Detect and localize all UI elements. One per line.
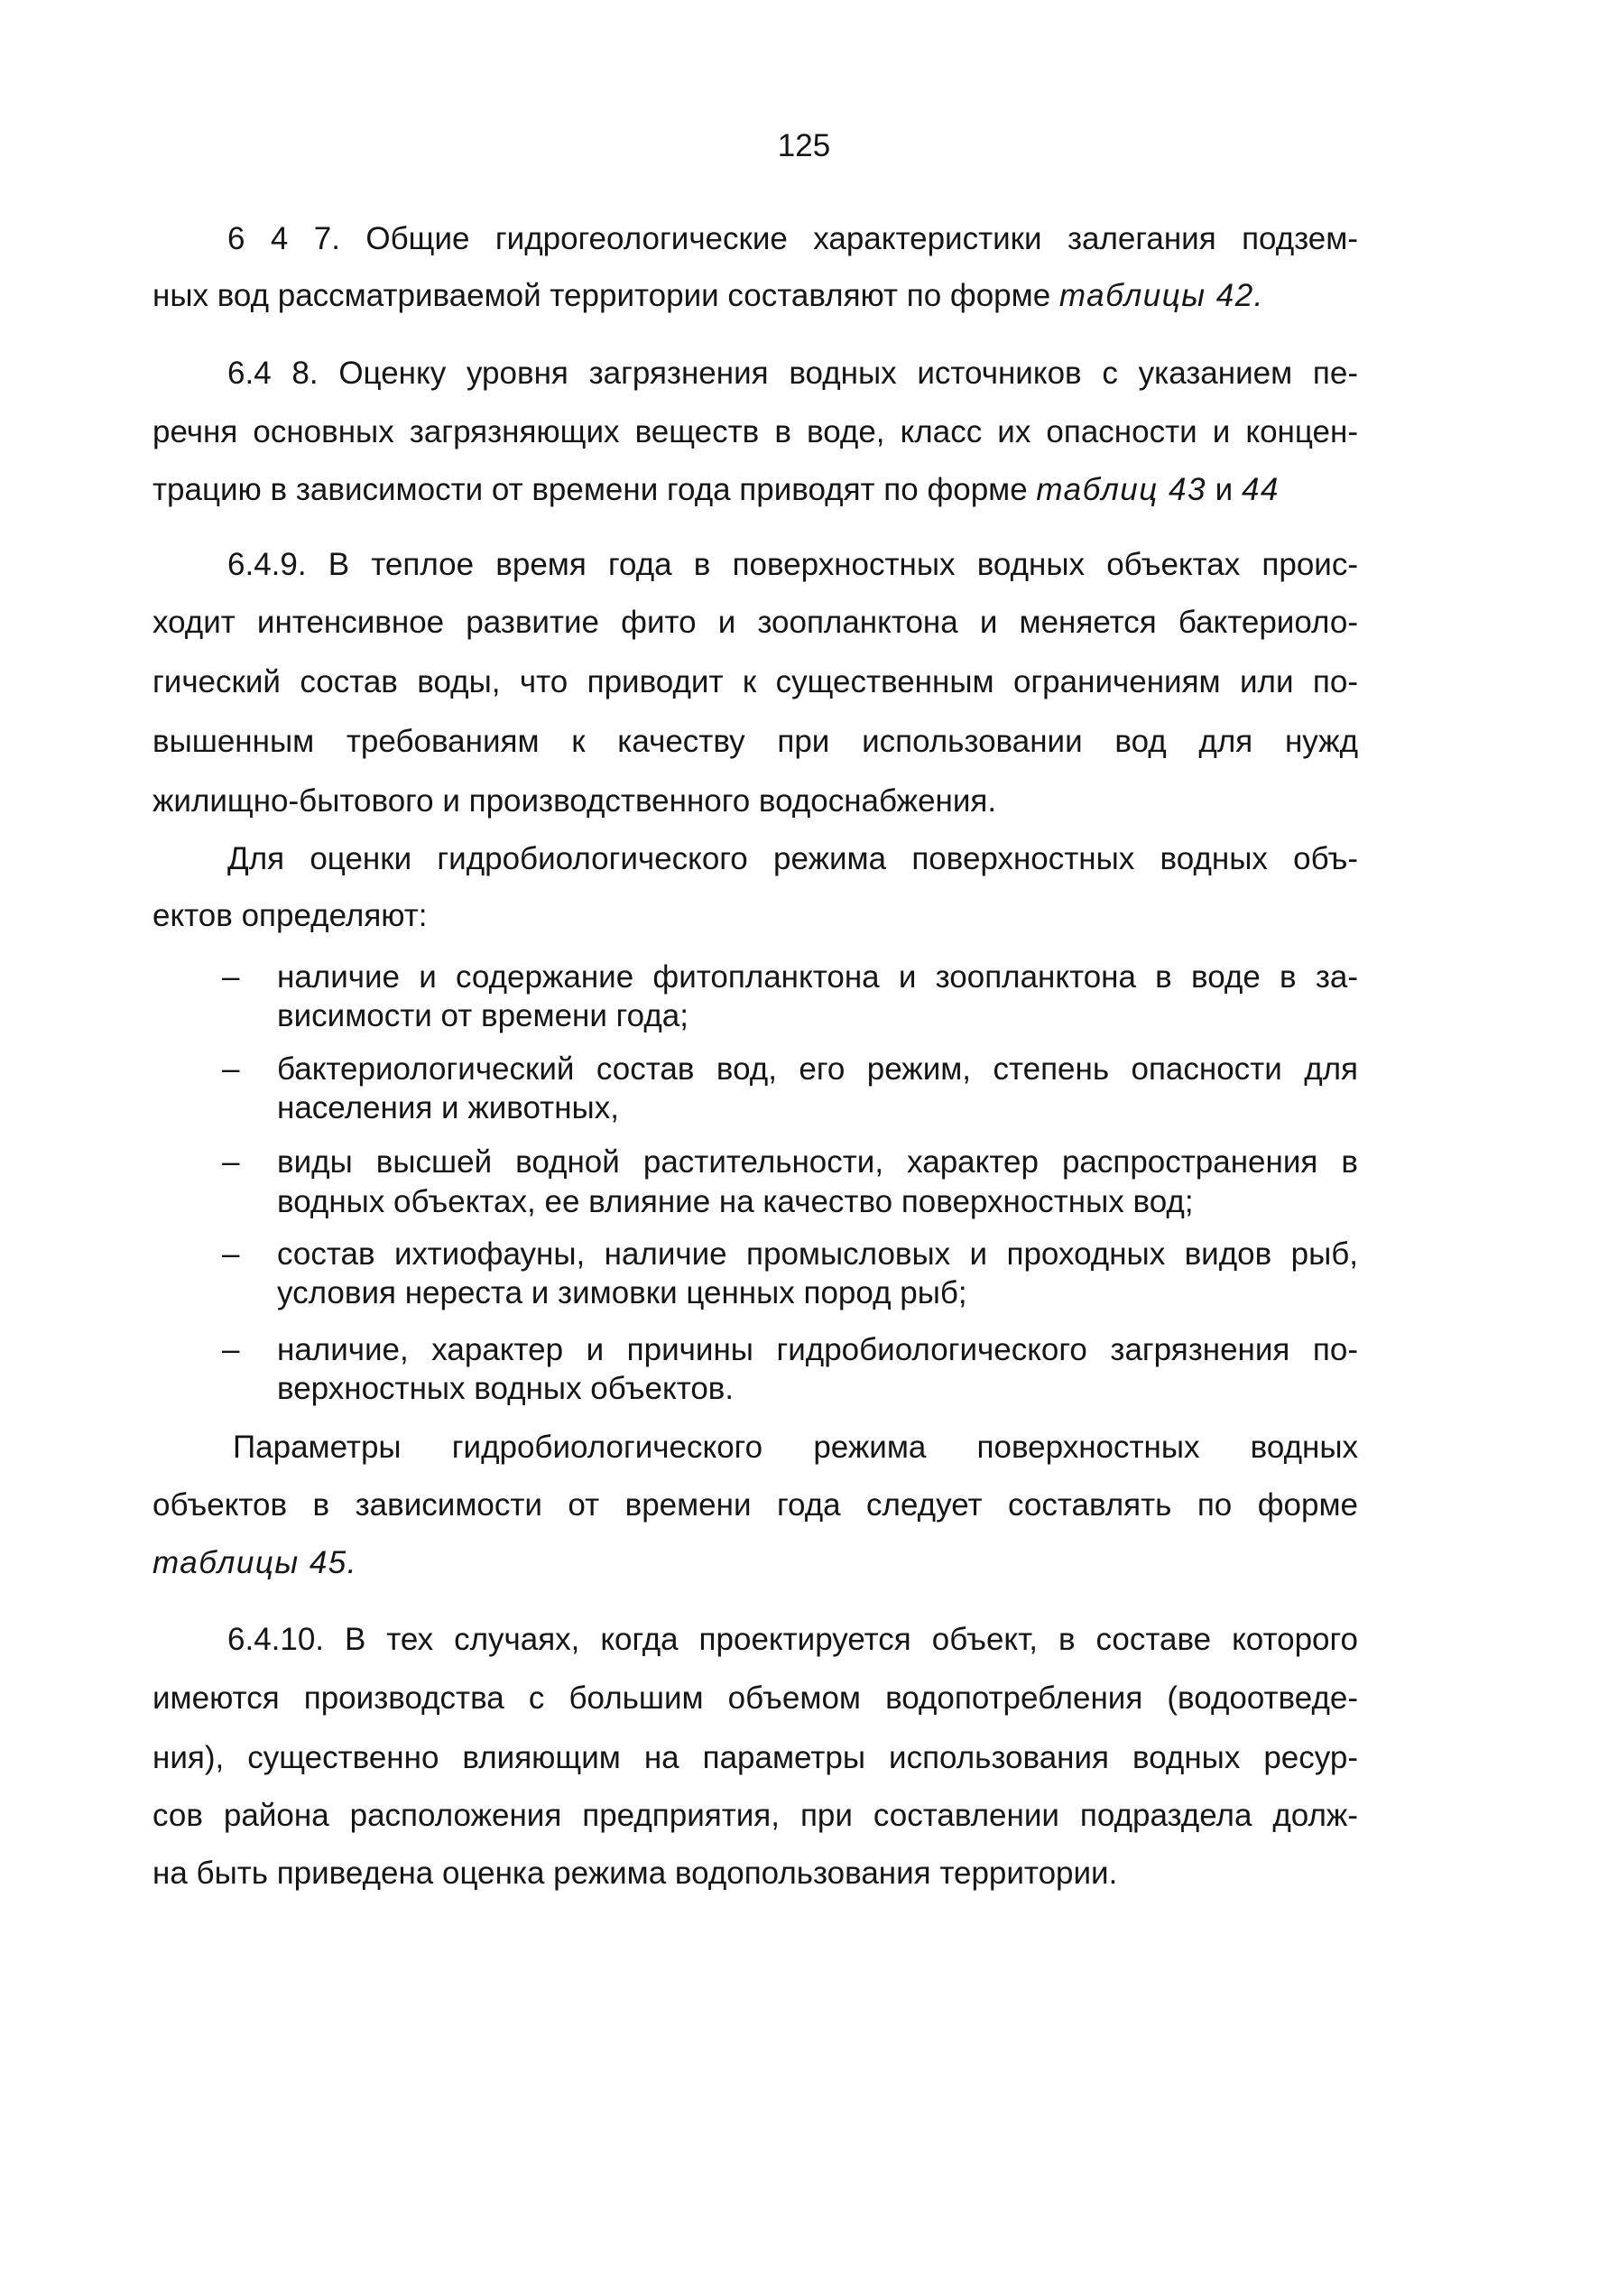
text-line: 6.4.10. В тех случаях, когда проектируется объект, в составе которого (227, 1622, 1358, 1657)
text-line (152, 276, 1264, 316)
page-number: 125 (777, 128, 831, 163)
text-line (152, 470, 1280, 510)
dash-marker: – (222, 1144, 240, 1180)
text-line: бактериологический состав вод, его режим, степень опасности для (277, 1051, 1358, 1087)
text-line: условия нереста и зимовки ценных пород рыб; (277, 1275, 967, 1310)
dash-marker: – (222, 1332, 240, 1367)
text-line: ходит интенсивное развитие фито и зоопланктона и меняется бактериоло- (152, 605, 1358, 640)
text-line: висимости от времени года; (277, 998, 688, 1033)
text-line: наличие, характер и причины гидробиологического загрязнения по- (277, 1332, 1358, 1367)
table-reference: таблицы 42. (1058, 278, 1264, 313)
text-line: речня основных загрязняющих веществ в воде, класс их опасности и концен- (152, 414, 1358, 449)
text-line: 6.4 8. Оценку уровня загрязнения водных источников с указанием пе- (227, 356, 1358, 391)
text-line: Параметры гидробиологического режима поверхностных водных (233, 1430, 1358, 1465)
text-line: состав ихтиофауны, наличие промысловых и проходных видов рыб, (277, 1236, 1358, 1272)
dash-marker: – (222, 1051, 240, 1087)
text-line: вышенным требованиям к качеству при использовании вод для нужд (152, 724, 1358, 759)
dash-marker: – (222, 959, 240, 995)
text-line: верхностных водных объектов. (277, 1371, 735, 1406)
text-line: на быть приведена оценка режима водопользования территории. (152, 1856, 1118, 1891)
text-line: наличие и содержание фитопланктона и зоопланктона в воде в за- (277, 959, 1358, 995)
text-line: объектов в зависимости от времени года следует составлять по форме (152, 1487, 1358, 1523)
text-line: имеются производства с большим объемом водопотребления (водоотведе- (152, 1680, 1358, 1716)
table-reference: 44 (1241, 472, 1280, 507)
table-reference: таблиц 43 (1036, 472, 1206, 507)
text-line: ния), существенно влияющим на параметры использования водных ресур- (152, 1740, 1358, 1775)
text-line: жилищно-бытового и производственного водоснабжения. (152, 783, 997, 819)
text-line: населения и животных, (277, 1090, 619, 1125)
dash-marker: – (222, 1236, 240, 1272)
text-line: водных объектах, ее влияние на качество поверхностных вод; (277, 1184, 1194, 1219)
text-span: и (1206, 472, 1242, 507)
text-line: ектов определяют: (152, 898, 428, 933)
text-line: 6.4.9. В теплое время года в поверхностных водных объектах проис- (227, 547, 1358, 582)
text-line: гический состав воды, что приводит к существенным ограничениям или по- (152, 664, 1358, 699)
text-line: Для оценки гидробиологического режима поверхностных водных объ- (227, 841, 1358, 876)
text-line: сов района расположения предприятия, при составлении подраздела долж- (152, 1798, 1358, 1833)
text-line: 6 4 7. Общие гидрогеологические характеристики залегания подзем- (227, 221, 1358, 256)
text-span: ных вод рассматриваемой территории составляют по форме (152, 278, 1059, 313)
text-span: трацию в зависимости от времени года приводят по форме (152, 472, 1037, 507)
text-line: виды высшей водной растительности, характер распространения в (277, 1144, 1358, 1180)
table-reference: таблицы 45. (152, 1545, 357, 1580)
